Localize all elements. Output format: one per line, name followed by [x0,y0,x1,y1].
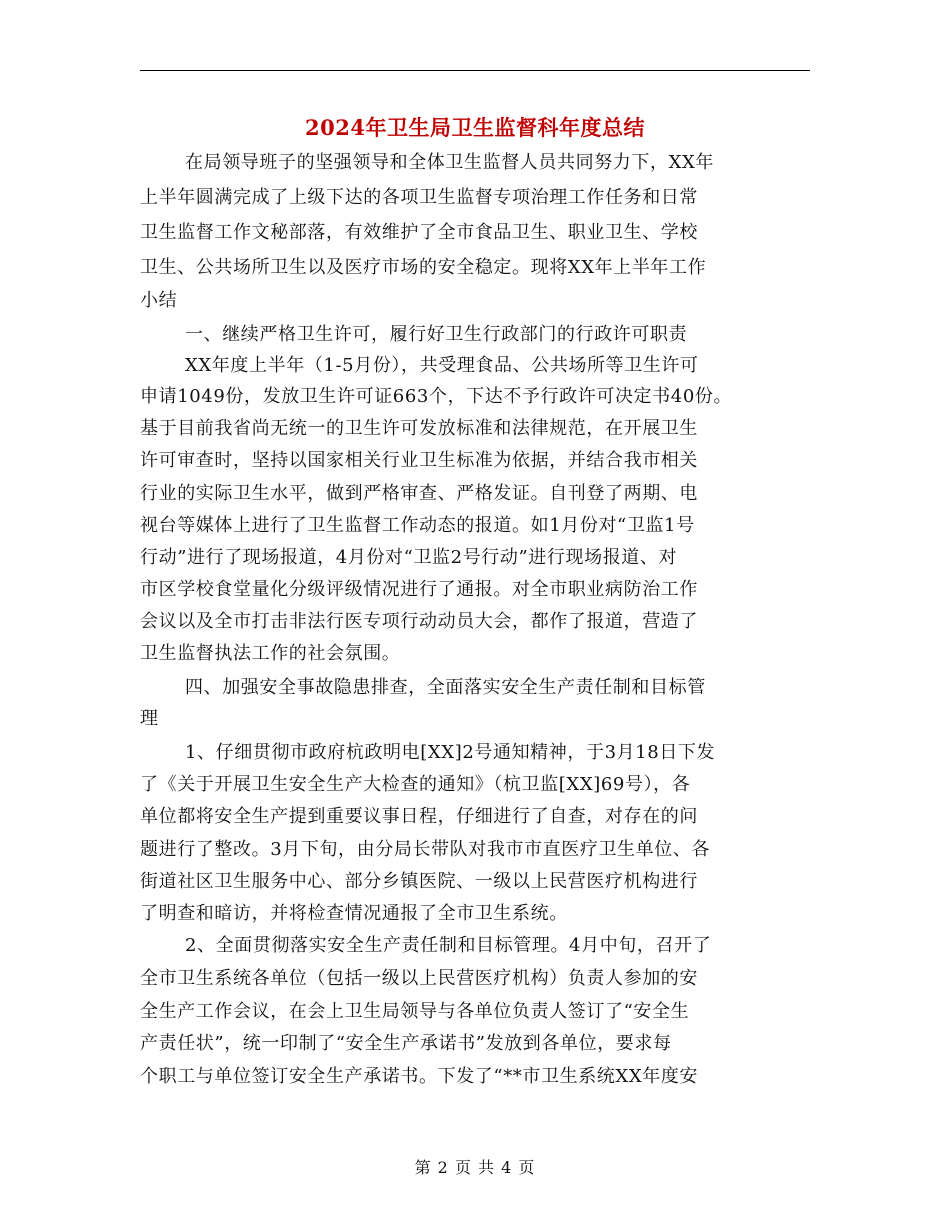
document-title: 2024年卫生局卫生监督科年度总结 [305,115,645,140]
paragraph-line: XX年度上半年（1-5月份），共受理食品、公共场所等卫生许可 [185,355,699,376]
paragraph-line: 在局领导班子的坚强领导和全体卫生监督人员共同努力下，XX年 [185,152,715,173]
paragraph-line: 街道社区卫生服务中心、部分乡镇医院、一级以上民营医疗机构进行 [140,871,698,892]
paragraph-line: 市区学校食堂量化分级评级情况进行了通报。对全市职业病防治工作 [140,579,698,600]
paragraph-line: 视台等媒体上进行了卫生监督工作动态的报道。如1月份对“卫监1号 [140,515,695,536]
paragraph-line: 卫生监督执法工作的社会氛围。 [140,643,401,664]
paragraph-line: 许可审查时，坚持以国家相关行业卫生标准为依据，并结合我市相关 [140,450,698,471]
paragraph-line: 产责任状”，统一印制了“安全生产承诺书”发放到各单位，要求每 [140,1033,672,1054]
paragraph-line: 申请1049份，发放卫生许可证663个，下达不予行政许可决定书40份。 [140,386,733,407]
paragraph-line: 2、全面贯彻落实安全生产责任制和目标管理。4月中旬，召开了 [185,935,712,956]
paragraph-line: 题进行了整改。3月下旬，由分局长带队对我市市直医疗卫生单位、各 [140,839,711,860]
paragraph-line: 基于目前我省尚无统一的卫生许可发放标准和法律规范，在开展卫生 [140,418,698,439]
section-heading: 四、加强安全事故隐患排查，全面落实安全生产责任制和目标管 [185,677,706,698]
section-heading: 一、继续严格卫生许可，履行好卫生行政部门的行政许可职责 [185,324,688,345]
paragraph-line: 卫生监督工作文秘部落，有效维护了全市食品卫生、职业卫生、学校 [140,222,698,243]
paragraph-line: 单位都将安全生产提到重要议事日程，仔细进行了自查，对存在的问 [140,806,698,827]
paragraph-line: 会议以及全市打击非法行医专项行动动员大会，都作了报道，营造了 [140,611,698,632]
paragraph-line: 行业的实际卫生水平，做到严格审查、严格发证。自刊登了两期、电 [140,483,698,504]
paragraph-line: 了《关于开展卫生安全生产大检查的通知》（杭卫监[XX]69号），各 [140,774,691,795]
paragraph-line: 卫生、公共场所卫生以及医疗市场的安全稳定。现将XX年上半年工作 [140,257,707,278]
page-number-footer: 第 2 页 共 4 页 [414,1158,536,1177]
header-rule [140,70,810,71]
paragraph-line: 1、仔细贯彻市政府杭政明电[XX]2号通知精神，于3月18日下发 [185,742,716,763]
paragraph-line: 小结 [140,290,178,311]
paragraph-line: 全市卫生系统各单位（包括一级以上民营医疗机构）负责人参加的安 [140,968,698,989]
section-heading-continued: 理 [140,708,159,729]
paragraph-line: 上半年圆满完成了上级下达的各项卫生监督专项治理工作任务和日常 [140,187,698,208]
paragraph-line: 了明查和暗访，并将检查情况通报了全市卫生系统。 [140,903,568,924]
paragraph-line: 行动”进行了现场报道，4月份对“卫监2号行动”进行现场报道、对 [140,547,678,568]
paragraph-line: 全生产工作会议，在会上卫生局领导与各单位负责人签订了“安全生 [140,1001,690,1022]
paragraph-line: 个职工与单位签订安全生产承诺书。下发了“**市卫生系统XX年度安 [140,1066,699,1087]
